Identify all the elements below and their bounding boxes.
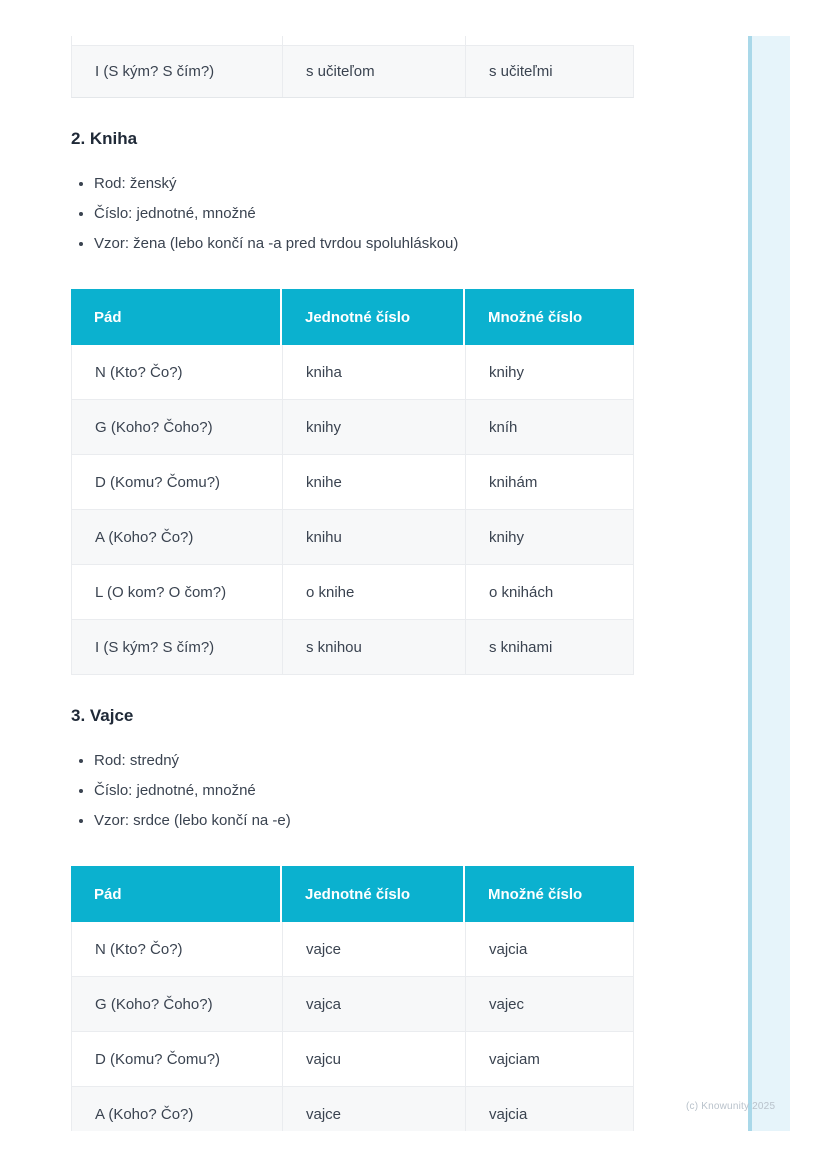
table-row: [72, 45, 633, 97]
document-page: [0, 36, 828, 1131]
watermark: (c) Knowunity 2025: [686, 1101, 776, 1112]
table-cell: knihu: [283, 510, 466, 564]
table-cell: N (Kto? Čo?): [72, 345, 283, 399]
table-header-cell: Pád: [71, 289, 282, 345]
table-cell: o knihách: [489, 583, 554, 601]
table-cell: I (S kým? S čím?): [72, 46, 283, 97]
table-header-cell: Množné číslo: [488, 885, 583, 903]
table-row: [72, 922, 633, 977]
list-item: • Číslo: jednotné, množné: [94, 781, 634, 800]
declension-table: [71, 289, 634, 675]
table-header-cell: Množné číslo: [488, 308, 583, 326]
table-row: [72, 455, 633, 510]
table-cell: G (Koho? Čoho?): [72, 400, 283, 454]
table-cell: knihám: [489, 473, 538, 491]
table-row: [72, 400, 633, 455]
section-heading: 2. Kniha: [71, 129, 138, 148]
table-cell: knihy: [283, 400, 466, 454]
table-row: [72, 620, 633, 674]
table-cell: vajce: [283, 1087, 466, 1131]
list-item: • Vzor: srdce (lebo končí na -e): [94, 811, 634, 830]
table-row: [72, 565, 633, 620]
table-cell: kníh: [489, 418, 518, 436]
table-header-row: [71, 866, 634, 922]
table-cell: kniha: [283, 345, 466, 399]
table-row: [72, 1032, 633, 1087]
table-cell: vajec: [489, 995, 525, 1013]
attribute-list: [73, 751, 634, 830]
table-row: [72, 1087, 633, 1131]
document-content: [71, 36, 634, 1131]
table-cell: N (Kto? Čo?): [72, 922, 283, 976]
table-header-row: [71, 289, 634, 345]
list-item: • Číslo: jednotné, množné: [94, 204, 634, 223]
table-body: [71, 345, 634, 675]
table-cell: knihy: [489, 363, 525, 381]
table-header-cell: Jednotné číslo: [282, 866, 465, 922]
table-cell: s knihou: [283, 620, 466, 674]
attribute-list: [73, 174, 634, 253]
table-cell: vajcu: [283, 1032, 466, 1086]
table-cell: I (S kým? S čím?): [72, 620, 283, 674]
table-cell: D (Komu? Čomu?): [72, 1032, 283, 1086]
list-item: • Rod: ženský: [94, 174, 634, 193]
table-cell: G (Koho? Čoho?): [72, 977, 283, 1031]
table-cell: o knihe: [283, 565, 466, 619]
table-row: [72, 345, 633, 400]
side-accent-bar: [748, 36, 790, 1131]
table-cell: vajce: [283, 922, 466, 976]
table-cell: s knihami: [489, 638, 553, 656]
table-cell: vajciam: [489, 1050, 540, 1068]
table-row: [72, 977, 633, 1032]
declension-table-fragment: [71, 36, 634, 98]
table-cell: vajca: [283, 977, 466, 1031]
table-cell: D (Komu? Čomu?): [72, 455, 283, 509]
table-cell: A (Koho? Čo?): [72, 510, 283, 564]
table-header-cell: Pád: [71, 866, 282, 922]
table-cell: vajcia: [489, 1105, 528, 1123]
section-heading: 3. Vajce: [71, 706, 134, 725]
table-header-cell: Jednotné číslo: [282, 289, 465, 345]
table-row-sliver: [72, 36, 633, 45]
table-cell: vajcia: [489, 940, 528, 958]
list-item: • Rod: stredný: [94, 751, 634, 770]
table-cell: A (Koho? Čo?): [72, 1087, 283, 1131]
table-cell: knihe: [283, 455, 466, 509]
table-body: [71, 922, 634, 1131]
table-cell: s učiteľom: [283, 46, 466, 97]
table-cell: L (O kom? O čom?): [72, 565, 283, 619]
table-cell: s učiteľmi: [489, 63, 553, 80]
table-cell: knihy: [489, 528, 525, 546]
declension-table: [71, 866, 634, 1131]
list-item: • Vzor: žena (lebo končí na -a pred tvrdou spoluhláskou): [94, 234, 634, 253]
table-row: [72, 510, 633, 565]
